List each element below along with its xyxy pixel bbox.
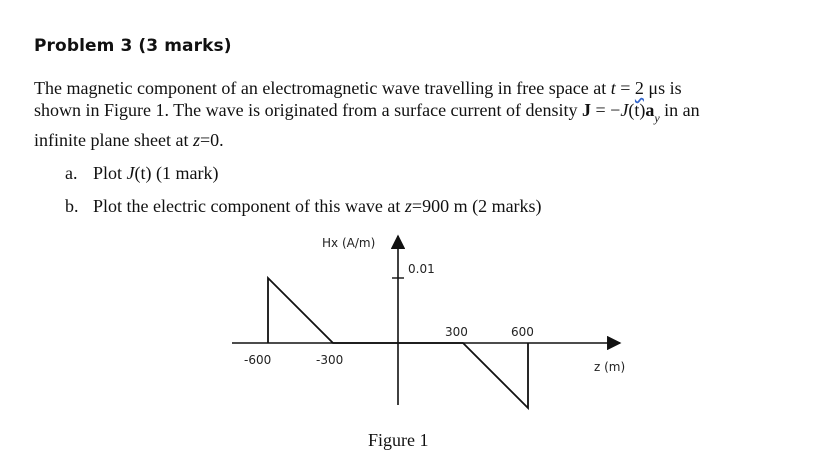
x-tick-label-neg600: -600 (244, 353, 272, 367)
figure-caption: Figure 1 (368, 430, 429, 450)
task-b-variable: z (404, 196, 412, 216)
task-a-argument: (t) (134, 163, 152, 183)
task-b-post: =900 m (2 marks) (411, 196, 542, 216)
y-tick-label: 0.01 (408, 262, 435, 276)
line3-pre: infinite plane sheet at (34, 130, 193, 150)
unit-vector: a (645, 100, 655, 120)
position-variable: z (192, 130, 200, 150)
current-argument: (t) (628, 100, 646, 120)
x-tick-label-600: 600 (511, 325, 534, 339)
line1-eq: = (615, 78, 635, 98)
x-axis-label: z (m) (594, 360, 626, 374)
line1-pre: The magnetic component of an electromagnetic wave travelling in free space at (34, 78, 611, 98)
task-a-pre: Plot (93, 163, 127, 183)
line2-post: in an (659, 100, 700, 120)
task-b-pre: Plot the electric component of this wave at (93, 196, 405, 216)
current-function: J (620, 100, 629, 120)
line3-post: =0. (199, 130, 224, 150)
task-a-marker: a. (65, 163, 78, 183)
line2-eq: = − (591, 100, 621, 120)
task-a-post: (1 mark) (151, 163, 219, 183)
task-a-function: J (126, 163, 135, 183)
current-density-vector: J (582, 100, 592, 120)
unit-vector-subscript: y (654, 111, 660, 125)
problem-heading: Problem 3 (3 marks) (34, 36, 232, 56)
y-axis-label: Hx (A/m) (322, 236, 376, 250)
line1-post: μs is (643, 78, 682, 98)
time-value: 2 (634, 78, 644, 98)
line2-pre: shown in Figure 1. The wave is originated from a surface current of density (34, 100, 583, 120)
x-tick-label-300: 300 (445, 325, 468, 339)
x-tick-label-neg300: -300 (316, 353, 344, 367)
task-b-marker: b. (65, 196, 79, 216)
time-variable: t (610, 78, 616, 98)
